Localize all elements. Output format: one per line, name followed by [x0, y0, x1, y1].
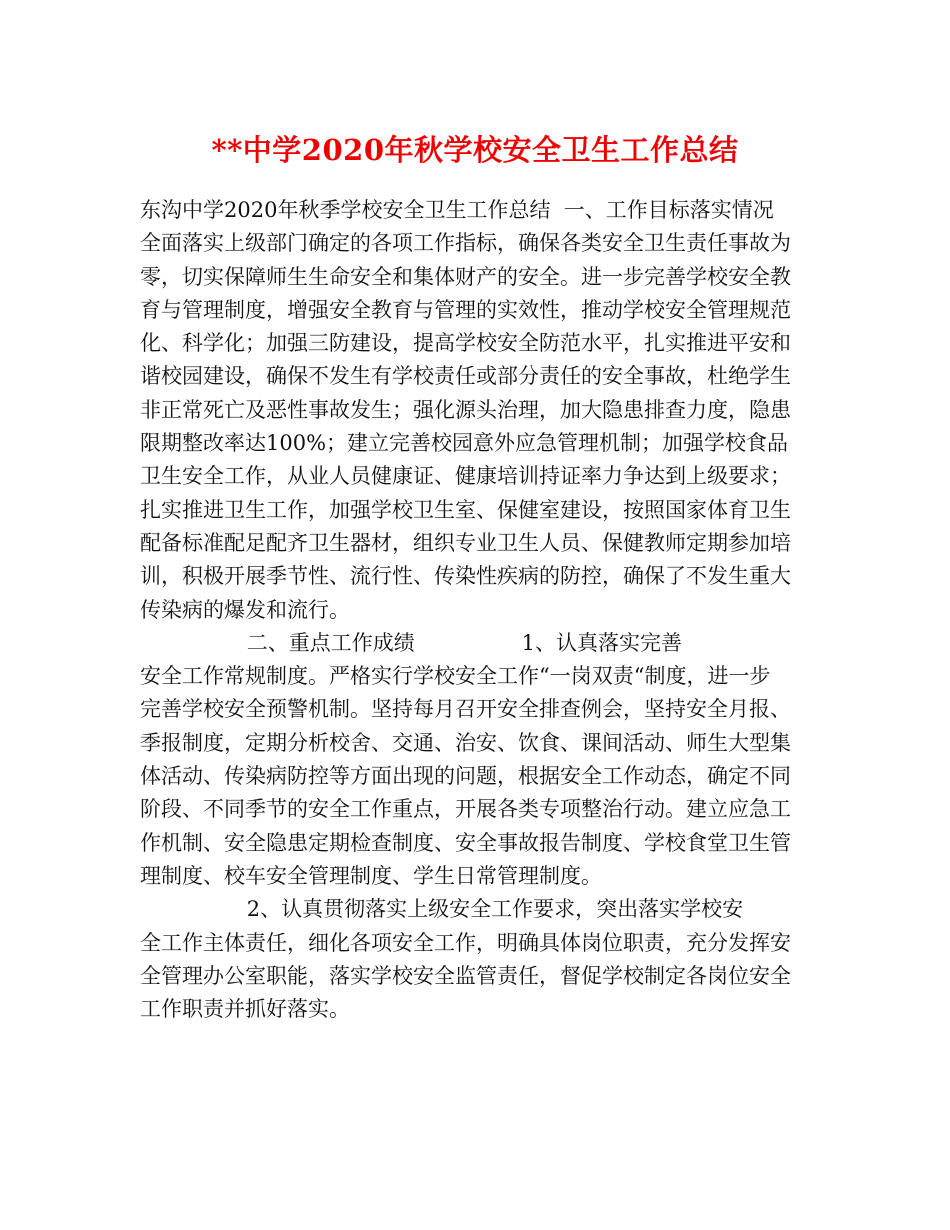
- body-line: 阶段、不同季节的安全工作重点，开展各类专项整治行动。建立应急工: [140, 797, 791, 822]
- document-title: **中学2020年秋学校安全卫生工作总结: [211, 133, 739, 167]
- body-line: 全工作主体责任，细化各项安全工作，明确具体岗位职责，充分发挥安: [140, 930, 791, 955]
- body-line: 配备标准配足配齐卫生器材，组织专业卫生人员、保健教师定期参加培: [140, 530, 791, 555]
- body-line: 2、认真贯彻落实上级安全工作要求，突出落实学校安: [140, 897, 744, 922]
- body-line: 体活动、传染病防控等方面出现的问题，根据安全工作动态，确定不同: [140, 764, 791, 789]
- body-line: 谐校园建设，确保不发生有学校责任或部分责任的安全事故，杜绝学生: [140, 364, 791, 389]
- body-line: 限期整改率达100%；建立完善校园意外应急管理机制；加强学校食品: [140, 431, 789, 456]
- document-body: [140, 194, 820, 1026]
- body-line: 理制度、校车安全管理制度、学生日常管理制度。: [140, 863, 602, 888]
- body-line: 作机制、安全隐患定期检查制度、安全事故报告制度、学校食堂卫生管: [140, 830, 791, 855]
- body-line: 零，切实保障师生生命安全和集体财产的安全。进一步完善学校安全教: [140, 264, 791, 289]
- body-line: 全面落实上级部门确定的各项工作指标，确保各类安全卫生责任事故为: [140, 231, 791, 256]
- body-line: 扎实推进卫生工作，加强学校卫生室、保健室建设，按照国家体育卫生: [140, 497, 791, 522]
- body-line: 非正常死亡及恶性事故发生；强化源头治理，加大隐患排查力度，隐患: [140, 397, 791, 422]
- body-line: 东沟中学2020年秋季学校安全卫生工作总结 一、工作目标落实情况: [140, 198, 774, 222]
- body-line: 传染病的爆发和流行。: [140, 597, 350, 622]
- body-line: 训，积极开展季节性、流行性、传染性疾病的防控，确保了不发生重大: [140, 564, 791, 589]
- body-line: 完善学校安全预警机制。坚持每月召开安全排查例会，坚持安全月报、: [140, 697, 791, 722]
- body-line: 卫生安全工作，从业人员健康证、健康培训持证率力争达到上级要求；: [140, 464, 791, 489]
- body-line: 全管理办公室职能，落实学校安全监管责任，督促学校制定各岗位安全: [140, 963, 791, 988]
- body-line: 化、科学化；加强三防建设，提高学校安全防范水平，扎实推进平安和: [140, 331, 791, 356]
- section-heading-line: 二、重点工作成绩 1、认真落实完善: [140, 630, 682, 655]
- body-line: 育与管理制度，增强安全教育与管理的实效性，推动学校安全管理规范: [140, 297, 791, 322]
- body-line: 工作职责并抓好落实。: [140, 997, 350, 1022]
- body-line: 季报制度，定期分析校舍、交通、治安、饮食、课间活动、师生大型集: [140, 730, 791, 755]
- body-line: 安全工作常规制度。严格实行学校安全工作“一岗双责“制度，进一步: [140, 664, 771, 689]
